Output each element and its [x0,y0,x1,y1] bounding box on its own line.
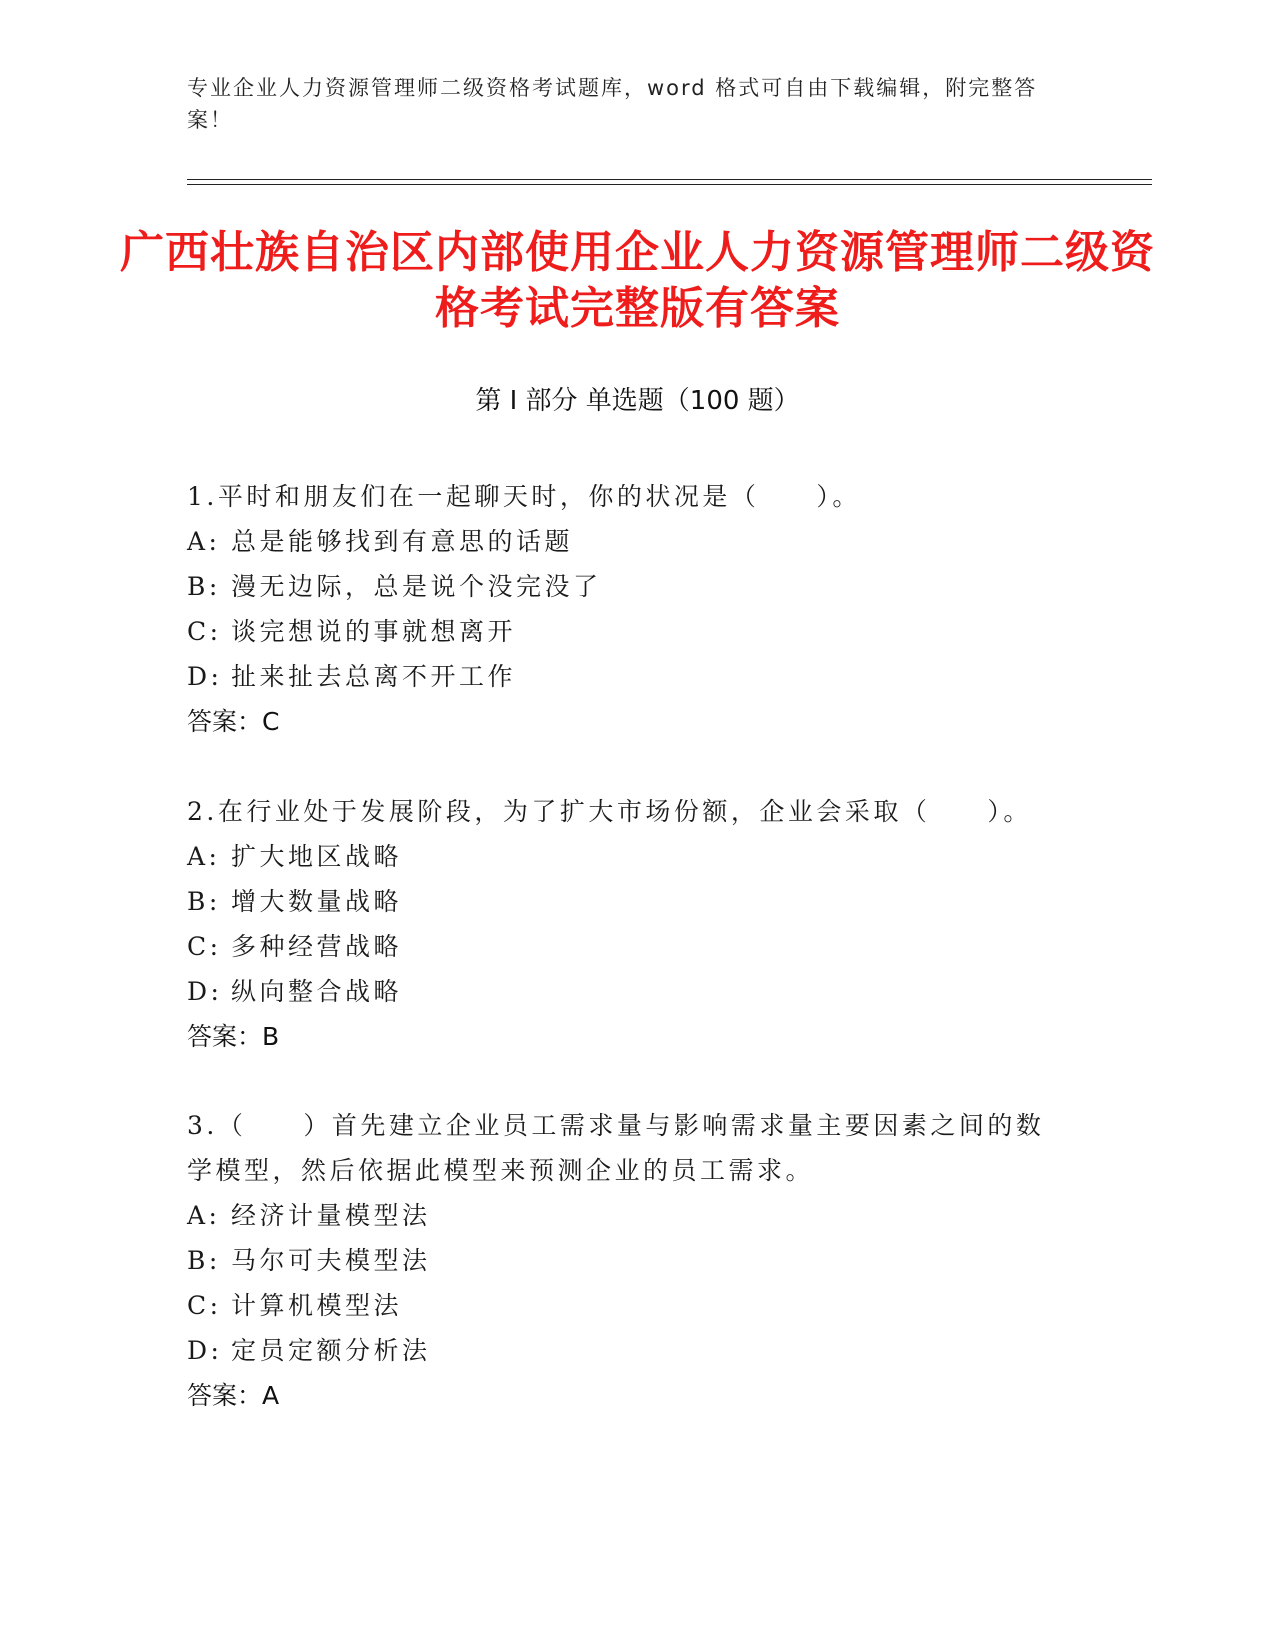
option-b [187,564,1067,609]
option-letter: A: [187,842,221,871]
header-note: 专业企业人力资源管理师二级资格考试题库，word 格式可自由下载编辑，附完整答案！ [187,76,1038,132]
option-c [187,609,1067,654]
option-a [187,519,1067,564]
question-stem: 3.（ ）首先建立企业员工需求量与影响需求量主要因素之间的数学模型，然后依据此模型来预测企业的员工需求。 [187,1111,1045,1185]
document-title: 广西壮族自治区内部使用企业人力资源管理师二级资格考试完整版有答案 [120,227,1155,334]
question-2 [187,789,1067,1059]
question-1 [187,474,1067,744]
answer-line: 答案：A [187,1381,280,1410]
option-text: 多种经营战略 [231,932,403,961]
answer-line: 答案：C [187,707,280,736]
option-d [187,969,1067,1014]
option-text: 马尔可夫模型法 [231,1246,431,1275]
option-letter: C: [187,617,222,646]
option-a [187,1193,1067,1238]
option-d [187,1328,1067,1373]
option-c [187,924,1067,969]
question-stem: 2.在行业处于发展阶段，为了扩大市场份额，企业会采取（ ）。 [187,797,1032,826]
question-3 [187,1103,1067,1418]
header-divider-bottom [187,184,1152,185]
question-stem: 1.平时和朋友们在一起聊天时，你的状况是（ ）。 [187,482,861,511]
option-text: 扯来扯去总离不开工作 [231,662,517,691]
option-letter: D: [187,662,223,691]
option-text: 增大数量战略 [231,887,403,916]
answer-line: 答案：B [187,1022,280,1051]
option-a [187,834,1067,879]
option-letter: D: [187,1336,223,1365]
header-divider-top [187,179,1152,180]
option-text: 纵向整合战略 [231,977,403,1006]
option-letter: C: [187,932,222,961]
option-letter: B: [187,887,221,916]
option-letter: B: [187,572,221,601]
option-letter: B: [187,1246,221,1275]
option-d [187,654,1067,699]
option-letter: A: [187,1201,221,1230]
option-text: 总是能够找到有意思的话题 [231,527,574,556]
option-text: 漫无边际，总是说个没完没了 [231,572,602,601]
option-letter: C: [187,1291,222,1320]
option-text: 计算机模型法 [231,1291,403,1320]
option-text: 谈完想说的事就想离开 [231,617,517,646]
option-text: 定员定额分析法 [231,1336,431,1365]
option-b [187,1238,1067,1283]
option-b [187,879,1067,924]
option-c [187,1283,1067,1328]
option-text: 经济计量模型法 [231,1201,431,1230]
option-letter: D: [187,977,223,1006]
option-letter: A: [187,527,221,556]
section-title: 第 I 部分 单选题（100 题） [475,386,800,416]
option-text: 扩大地区战略 [231,842,403,871]
